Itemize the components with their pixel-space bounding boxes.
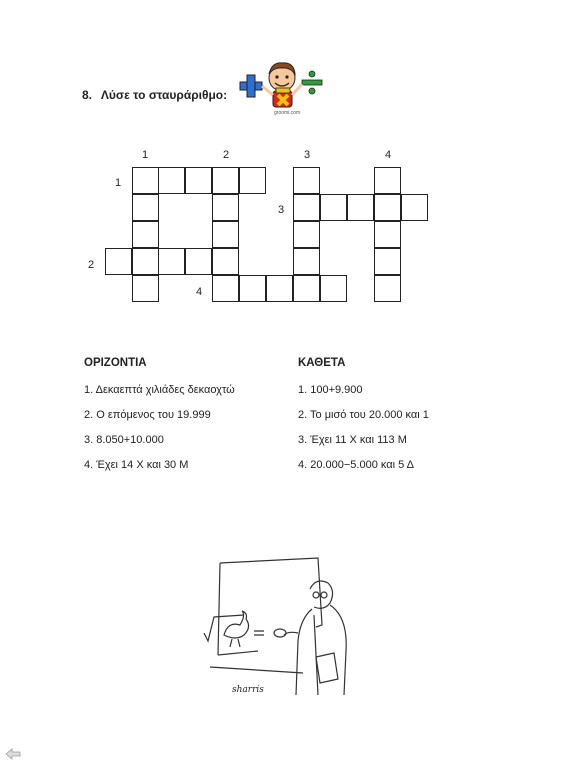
crossword-cell[interactable] (293, 194, 320, 221)
crossword-cell[interactable] (320, 275, 347, 302)
across-clue: 2. Ο επόμενος του 19.999 (84, 409, 211, 421)
crossword-cell[interactable] (239, 275, 266, 302)
professor-cartoon (198, 555, 368, 705)
crossword-cell[interactable] (374, 194, 401, 221)
across-title: ΟΡΙΖΟΝΤΙΑ (84, 357, 147, 369)
crossword-cell[interactable] (105, 248, 132, 275)
grid-row-number: 3 (278, 204, 285, 216)
crossword-cell[interactable] (132, 194, 159, 221)
down-clue: 2. Το μισό του 20.000 και 1 (298, 409, 429, 421)
crossword-cell[interactable] (212, 275, 239, 302)
crossword-cell[interactable] (212, 221, 239, 248)
crossword-cell[interactable] (185, 167, 212, 194)
logo-caption: groomi.com (274, 110, 301, 116)
exercise-heading (82, 88, 227, 102)
exercise-title: Λύσε το σταυράριθμο: (100, 88, 228, 102)
crossword-cell[interactable] (212, 194, 239, 221)
crossword-cell[interactable] (185, 248, 212, 275)
back-arrow-icon[interactable] (5, 747, 21, 759)
across-clue: 3. 8.050+10.000 (84, 434, 164, 446)
crossword-cell[interactable] (401, 194, 428, 221)
crossword-cell[interactable] (239, 167, 266, 194)
crossword-cell[interactable] (374, 248, 401, 275)
down-clue: 3. Έχει 11 Χ και 113 Μ (298, 434, 407, 446)
crossword-cell[interactable] (158, 248, 185, 275)
crossword-cell[interactable] (266, 275, 293, 302)
crossword-cell[interactable] (212, 167, 239, 194)
crossword-cell[interactable] (293, 221, 320, 248)
crossword-cell[interactable] (132, 221, 159, 248)
grid-col-number: 3 (304, 149, 311, 161)
crossword-cell[interactable] (132, 275, 159, 302)
professor-chalkboard-icon (198, 555, 368, 705)
crossword-cell[interactable] (212, 248, 239, 275)
across-clue: 1. Δεκαεπτά χιλιάδες δεκαοχτώ (84, 384, 235, 396)
crossword-cell[interactable] (374, 221, 401, 248)
grid-col-number: 2 (223, 149, 230, 161)
grid-col-number: 4 (385, 149, 392, 161)
grid-row-number: 4 (196, 286, 203, 298)
across-clue: 4. Έχει 14 Χ και 30 Μ (84, 459, 189, 471)
crossword-cell[interactable] (293, 248, 320, 275)
crossword-cell[interactable] (293, 275, 320, 302)
cartoon-signature: sharris (232, 685, 264, 695)
crossword-cell[interactable] (132, 248, 159, 275)
crossword-cell[interactable] (374, 167, 401, 194)
down-clue: 4. 20.000−5.000 και 5 Δ (298, 459, 415, 471)
crossword-cell[interactable] (132, 167, 159, 194)
grid-col-number: 1 (142, 149, 149, 161)
down-title: ΚΑΘΕΤΑ (298, 357, 346, 369)
crossword-cell[interactable] (158, 167, 185, 194)
crossword-cell[interactable] (374, 275, 401, 302)
down-clue: 1. 100+9.900 (298, 384, 363, 396)
crossword-cell[interactable] (320, 194, 347, 221)
math-boy-logo (228, 58, 338, 120)
crossword-cell[interactable] (347, 194, 374, 221)
grid-row-number: 1 (115, 177, 122, 189)
exercise-number: 8. (82, 88, 93, 102)
grid-row-number: 2 (88, 259, 95, 271)
crossword-cell[interactable] (293, 167, 320, 194)
